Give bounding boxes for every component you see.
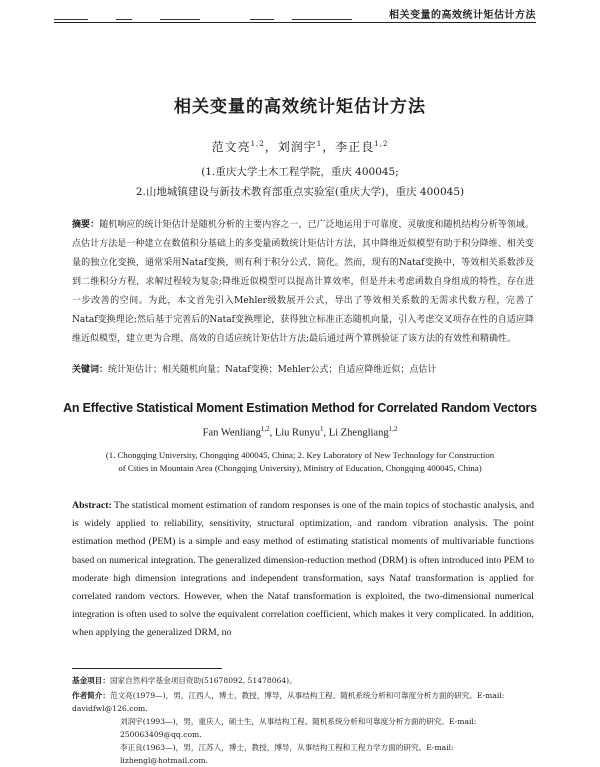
author-affiliation-marker: 1: [320, 425, 324, 433]
author-name: Fan Wenliang: [202, 427, 261, 439]
keywords-label-chinese: 关键词：: [72, 365, 109, 375]
affiliation-chinese-1: (1.重庆大学土木工程学院，重庆 400045;: [201, 166, 399, 178]
footnote-rule: [72, 668, 222, 669]
author-separator: ，: [322, 140, 336, 154]
author-name: Liu Runyu: [274, 427, 321, 439]
header-rule-segment: [54, 19, 88, 20]
keywords-chinese: [72, 362, 534, 375]
header-rule-segment: [116, 19, 132, 20]
header-rule-segment: [250, 19, 274, 20]
paper-title-english: An Effective Statistical Moment Estimation Method for Correlated Random Vectors: [63, 401, 537, 415]
author-affiliation-marker: 1,2: [388, 425, 398, 433]
affiliation-english-2: of Cities in Mountain Area (Chongqing University), Ministry of Education, Chongqing 400045, China): [118, 463, 482, 473]
abstract-label-english: Abstract:: [72, 500, 112, 511]
abstract-english: [72, 497, 534, 643]
author-bio-label: 作者简介：: [72, 691, 110, 700]
author-separator: ，: [264, 140, 278, 154]
running-head-title: 相关变量的高效统计矩估计方法: [389, 10, 536, 21]
funding-label: 基金项目：: [72, 676, 110, 685]
header-rule-segment: [292, 19, 352, 20]
paper-title-chinese: 相关变量的高效统计矩估计方法: [174, 97, 426, 117]
keywords-text-chinese: 统计矩估计；相关随机向量；Nataf变换；Mehler公式；自适应降维近似；点估计: [108, 365, 437, 375]
author-bio: 刘润宇(1993—)，男，重庆人，硕士生，从事结构工程、随机系统分析和可靠度分析方面的研究。E-mail: 250063409@qq.com.: [120, 717, 477, 739]
author-list-english: [0, 425, 600, 439]
author-name: Li Zhengliang: [328, 427, 389, 439]
author-bio: 李正良(1963—)，男，江苏人，博士，教授，博导，从事结构工程和工程力学方面的研究。E-mail: lizhengl@hotmail.com.: [120, 743, 454, 765]
running-head: [54, 4, 536, 23]
abstract-text-english: The statistical moment estimation of random responses is one of the main topics of stochastic analysis, and is widely applied to reliability, sensitivity, structural optimization, and random vibration analysis. The point estimation method (PEM) is a simple and easy method of estimating statistical moments of multivariable functions based on numerical integration. The generalized dimension-reduction method (DRM) is often introduced into PEM to moderate high dimension integrations and independent transformation, says Nataf transformation is applied for correlated random vectors. However, when the Nataf transformation is exploited, the two-dimensional numerical integration is often used to solve the equivalent correlation coefficient, which makes it very complicated. In addition, when applying the generalized DRM, no: [72, 500, 534, 639]
author-name: 刘润宇: [277, 140, 317, 154]
funding-text: 国家自然科学基金项目资助(51678092, 51478064)。: [109, 676, 297, 685]
author-affiliation-marker: 1,2: [260, 425, 270, 433]
abstract-chinese: [72, 216, 534, 349]
author-bio: 范文亮(1979—)，男，江西人，博士，教授，博导，从事结构工程、随机系统分析和可靠度分析方面的研究。E-mail: davidfwl@126.com.: [72, 691, 505, 713]
author-affiliation-marker: 1,2: [250, 140, 265, 148]
author-affiliation-marker: 1,2: [374, 140, 389, 148]
affiliation-chinese-2: 2.山地城镇建设与新技术教育部重点实验室(重庆大学)，重庆 400045): [135, 186, 465, 198]
author-separator: ,: [323, 427, 329, 439]
author-affiliation-marker: 1: [316, 140, 323, 148]
footnote-author-bios: [72, 689, 542, 767]
header-rule-segment: [160, 19, 200, 20]
affiliation-english-1: (1. Chongqing University, Chongqing 400045, China; 2. Key Laboratory of New Technology for Construction: [105, 450, 495, 460]
footnote-funding: [72, 674, 542, 687]
abstract-text-chinese: 随机响应的统计矩估计是随机分析的主要内容之一，已广泛地运用于可靠度、灵敏度和随机结构分析等领域。点估计方法是一种建立在数值积分基础上的多变量函数统计矩估计方法，其中降维近似模型有助于积分降维、相关变量的独立化变换，通常采用Nataf变换，则有利于积分公式、简化。然而，现有的Nataf变换中，等效相关系数涉及到二维积分方程，求解过程较为复杂;降维近似模型可以提高计算效率，但是并未考虑函数自身组成的特性，存在进一步改善的空间。为此，本文首先引入Mehler级数展开公式，导出了等效相关系数的无需求代数方程，完善了Nataf变换理论;然后基于完善后的Nataf变换理论，获得独立标准正态随机向量，引入考虑交叉项存在性的自适应降维近似模型，建立更为合理、高效的自适应统计矩估计方法;最后通过两个算例验证了该方法的有效性和精确性。: [72, 220, 534, 344]
author-separator: ,: [269, 427, 275, 439]
author-name: 范文亮: [211, 140, 251, 154]
author-list-chinese: [0, 138, 600, 155]
abstract-label-chinese: 摘要：: [72, 220, 100, 230]
author-name: 李正良: [335, 140, 375, 154]
